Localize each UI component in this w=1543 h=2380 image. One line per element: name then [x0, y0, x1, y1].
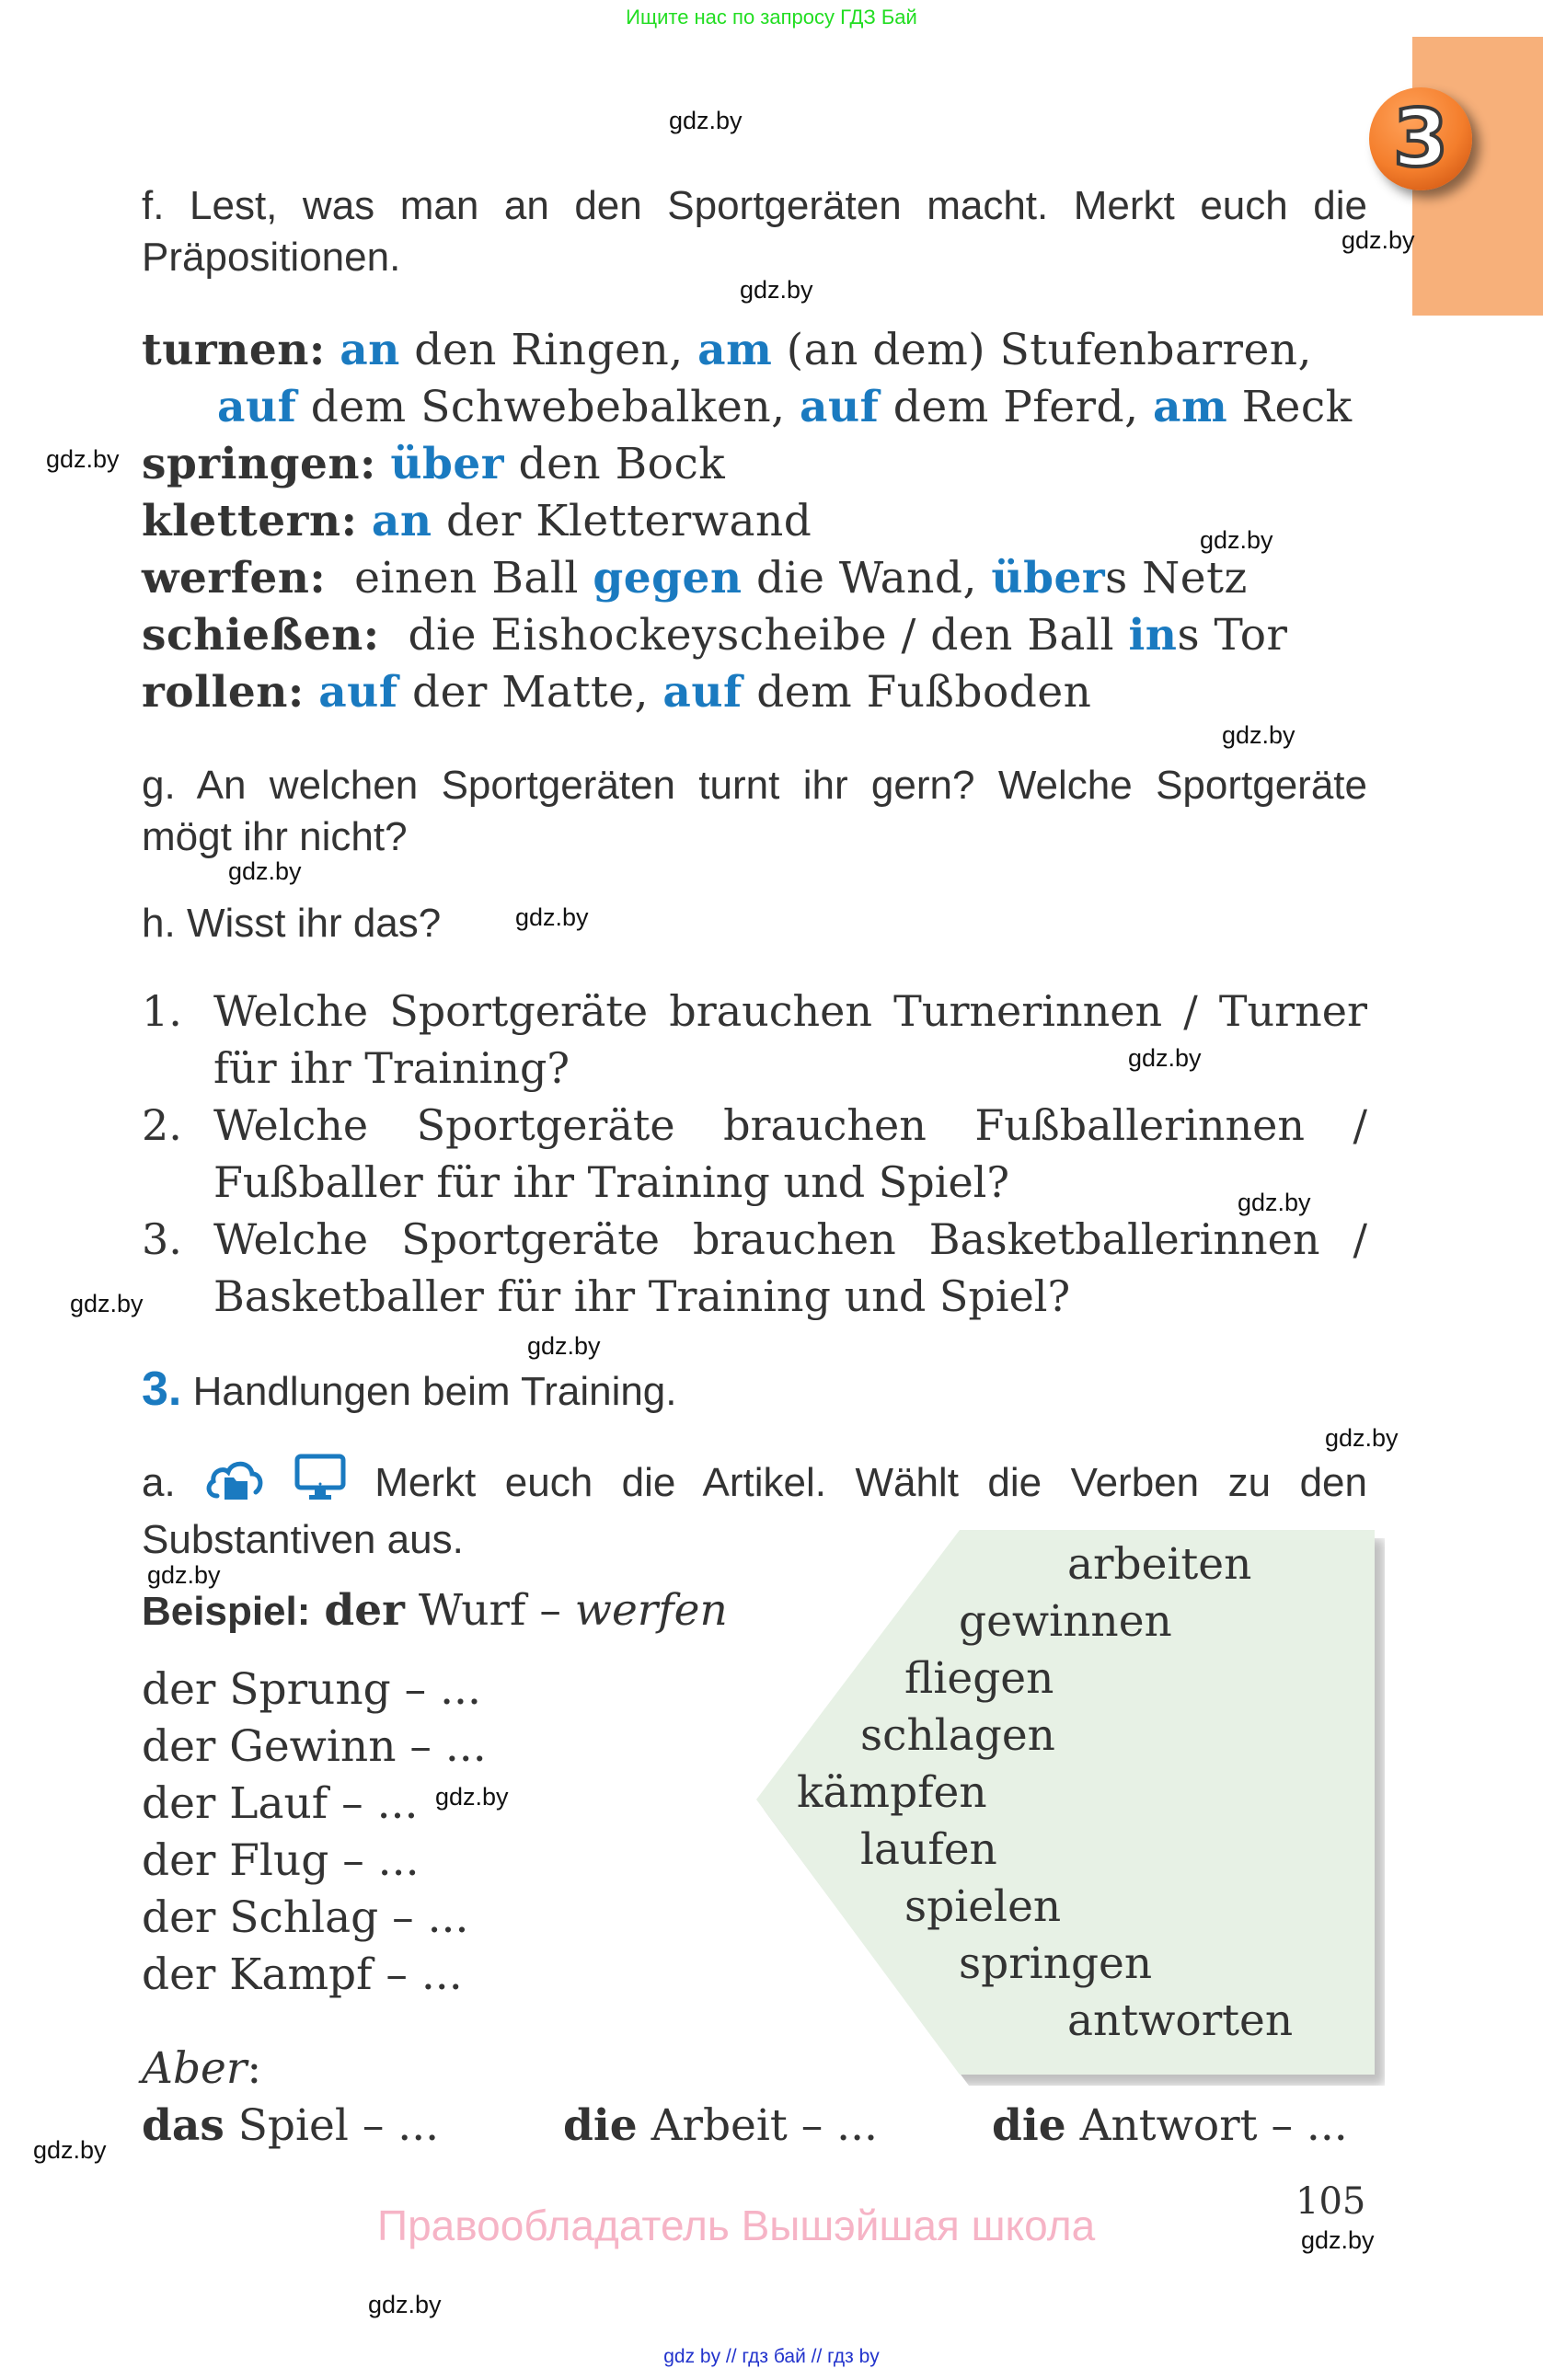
phrase-text: den Ringen,: [399, 325, 698, 375]
verb-item: arbeiten: [1067, 1539, 1252, 1590]
phrase-text: den Bock: [504, 439, 726, 489]
verb-item: kämpfen: [797, 1767, 987, 1818]
question-number: 2.: [142, 1100, 182, 1150]
noun-item: der Kampf – ...: [142, 1949, 463, 2000]
verb-item: springen: [959, 1938, 1153, 1989]
noun-item: der Gewinn – ...: [142, 1721, 487, 1772]
phrase-text: der Kletterwand: [432, 496, 812, 546]
watermark: gdz.by: [228, 857, 302, 885]
watermark: gdz.by: [70, 1290, 144, 1317]
example-dash: –: [525, 1585, 575, 1636]
task-g-text: An welchen Sportgeräten turnt ihr gern? Welche Sportgeräte mögt ihr nicht?: [142, 763, 1368, 859]
preposition-highlight: an: [340, 325, 400, 375]
preposition-line: [142, 493, 812, 550]
noun-item: der Schlag – ...: [142, 1892, 469, 1943]
cloud-folder-icon: [204, 1455, 265, 1514]
example-noun: Wurf: [418, 1585, 526, 1636]
watermark: gdz.by: [1238, 1189, 1311, 1216]
chapter-number: 3: [1393, 93, 1448, 185]
verb-label: springen:: [142, 439, 376, 489]
example-label: Beispiel:: [142, 1589, 311, 1634]
watermark: gdz.by: [740, 276, 813, 304]
watermark: gdz.by: [527, 1332, 601, 1360]
verb-item: gewinnen: [959, 1596, 1172, 1647]
verb-label: klettern:: [142, 496, 358, 546]
watermark: gdz.by: [147, 1561, 221, 1589]
noun-item: der Lauf – ...: [142, 1778, 419, 1829]
watermark: gdz.by: [515, 903, 589, 931]
noun-item: der Sprung – ...: [142, 1664, 481, 1715]
example-line: [142, 1582, 728, 1640]
verb-item: fliegen: [904, 1653, 1054, 1704]
phrase-text: s Netz: [1105, 553, 1248, 604]
question-text: Welche Sportgeräte brauchen Basketballerinnen / Basketballer für ihr Training und Spiel?: [213, 1214, 1367, 1321]
page-number: 105: [1295, 2180, 1366, 2223]
task-g-label: g.: [142, 763, 176, 808]
preposition-line: [142, 607, 1288, 664]
phrase-text: die Eishockeyscheibe / den Ball: [394, 610, 1129, 661]
watermark: gdz.by: [46, 445, 120, 473]
verb-label: werfen:: [142, 553, 327, 604]
watermark: gdz.by: [1222, 721, 1295, 749]
preposition-highlight: gegen: [593, 553, 743, 604]
footer-links[interactable]: gdz by // гдз бай // гдз by: [663, 2346, 880, 2367]
verb-item: laufen: [860, 1824, 997, 1875]
phrase-text: dem Schwebebalken,: [296, 382, 800, 432]
aber-item: das Spiel – ...: [142, 2100, 440, 2151]
verb-label: turnen:: [142, 325, 326, 375]
task-f-instruction: [142, 180, 1367, 283]
phrase-text: s Tor: [1177, 610, 1288, 661]
verb-item: schlagen: [860, 1710, 1055, 1761]
task-f-label: f.: [142, 183, 165, 228]
preposition-line: [142, 436, 725, 493]
verb-item: spielen: [904, 1881, 1062, 1932]
task-a-label: a.: [142, 1460, 176, 1505]
example-verb: werfen: [574, 1585, 728, 1636]
watermark: gdz.by: [1325, 1424, 1399, 1452]
phrase-text: (an dem) Stufenbarren,: [772, 325, 1312, 375]
phrase-text: dem Pferd,: [879, 382, 1153, 432]
top-banner: Ищите нас по запросу ГДЗ Бай: [626, 6, 917, 29]
watermark: gdz.by: [1341, 226, 1415, 254]
exercise-title: Handlungen beim Training.: [192, 1369, 677, 1414]
watermark: gdz.by: [33, 2136, 107, 2164]
aber-label: Aber:: [142, 2043, 262, 2094]
task-f-text: Lest, was man an den Sportgeräten macht. Merkt euch die Präpositionen.: [142, 183, 1367, 280]
task-g-instruction: [142, 760, 1367, 863]
preposition-line: [142, 550, 1248, 607]
preposition-highlight: am: [697, 325, 773, 375]
task-h-text: Wisst ihr das?: [186, 901, 442, 946]
preposition-line: [142, 322, 1312, 379]
task-a-text: Merkt euch die Artikel. Wählt die Verben zu den Substantiven aus.: [142, 1460, 1367, 1562]
phrase-text: Reck: [1227, 382, 1353, 432]
preposition-highlight: an: [371, 496, 432, 546]
chapter-badge: [1369, 87, 1472, 190]
preposition-highlight: auf: [800, 382, 880, 432]
watermark: gdz.by: [368, 2291, 442, 2318]
preposition-line: [142, 664, 1091, 721]
aber-item: die Arbeit – ...: [563, 2100, 878, 2151]
preposition-highlight: auf: [318, 667, 398, 718]
question-number: 1.: [142, 986, 182, 1036]
task-h-label: h.: [142, 901, 176, 946]
phrase-text: einen Ball: [340, 553, 593, 604]
question-item: [142, 1097, 1367, 1211]
preposition-line: [217, 379, 1353, 436]
question-number: 3.: [142, 1214, 182, 1264]
preposition-highlight: in: [1128, 610, 1178, 661]
watermark: gdz.by: [669, 107, 743, 134]
example-article: der: [324, 1585, 405, 1636]
preposition-highlight: über: [991, 553, 1106, 604]
watermark: gdz.by: [435, 1783, 509, 1811]
preposition-highlight: über: [390, 439, 505, 489]
verb-label: rollen:: [142, 667, 305, 718]
exercise-number: 3.: [142, 1362, 182, 1416]
question-text: Welche Sportgeräte brauchen Fußballerinnen / Fußballer für ihr Training und Spiel?: [213, 1100, 1367, 1207]
task-h-instruction: [142, 898, 441, 949]
preposition-highlight: auf: [217, 382, 297, 432]
phrase-text: die Wand,: [742, 553, 992, 604]
monitor-icon: [294, 1454, 346, 1514]
phrase-text: der Matte,: [397, 667, 663, 718]
verb-item: antworten: [1067, 1995, 1294, 2046]
question-text: Welche Sportgeräte brauchen Turnerinnen / Turner für ihr Training?: [213, 986, 1367, 1093]
exercise-3-heading: [142, 1363, 677, 1418]
watermark: gdz.by: [1301, 2226, 1375, 2254]
preposition-highlight: auf: [662, 667, 743, 718]
question-item: [142, 983, 1367, 1097]
noun-item: der Flug – ...: [142, 1835, 420, 1886]
question-item: [142, 1211, 1367, 1325]
phrase-text: dem Fußboden: [742, 667, 1092, 718]
copyright-text: Правообладатель Вышэйшая школа: [377, 2202, 1096, 2249]
verb-label: schießen:: [142, 610, 380, 661]
watermark: gdz.by: [1200, 526, 1273, 554]
preposition-highlight: am: [1152, 382, 1228, 432]
watermark: gdz.by: [1128, 1044, 1202, 1072]
aber-item: die Antwort – ...: [992, 2100, 1348, 2151]
